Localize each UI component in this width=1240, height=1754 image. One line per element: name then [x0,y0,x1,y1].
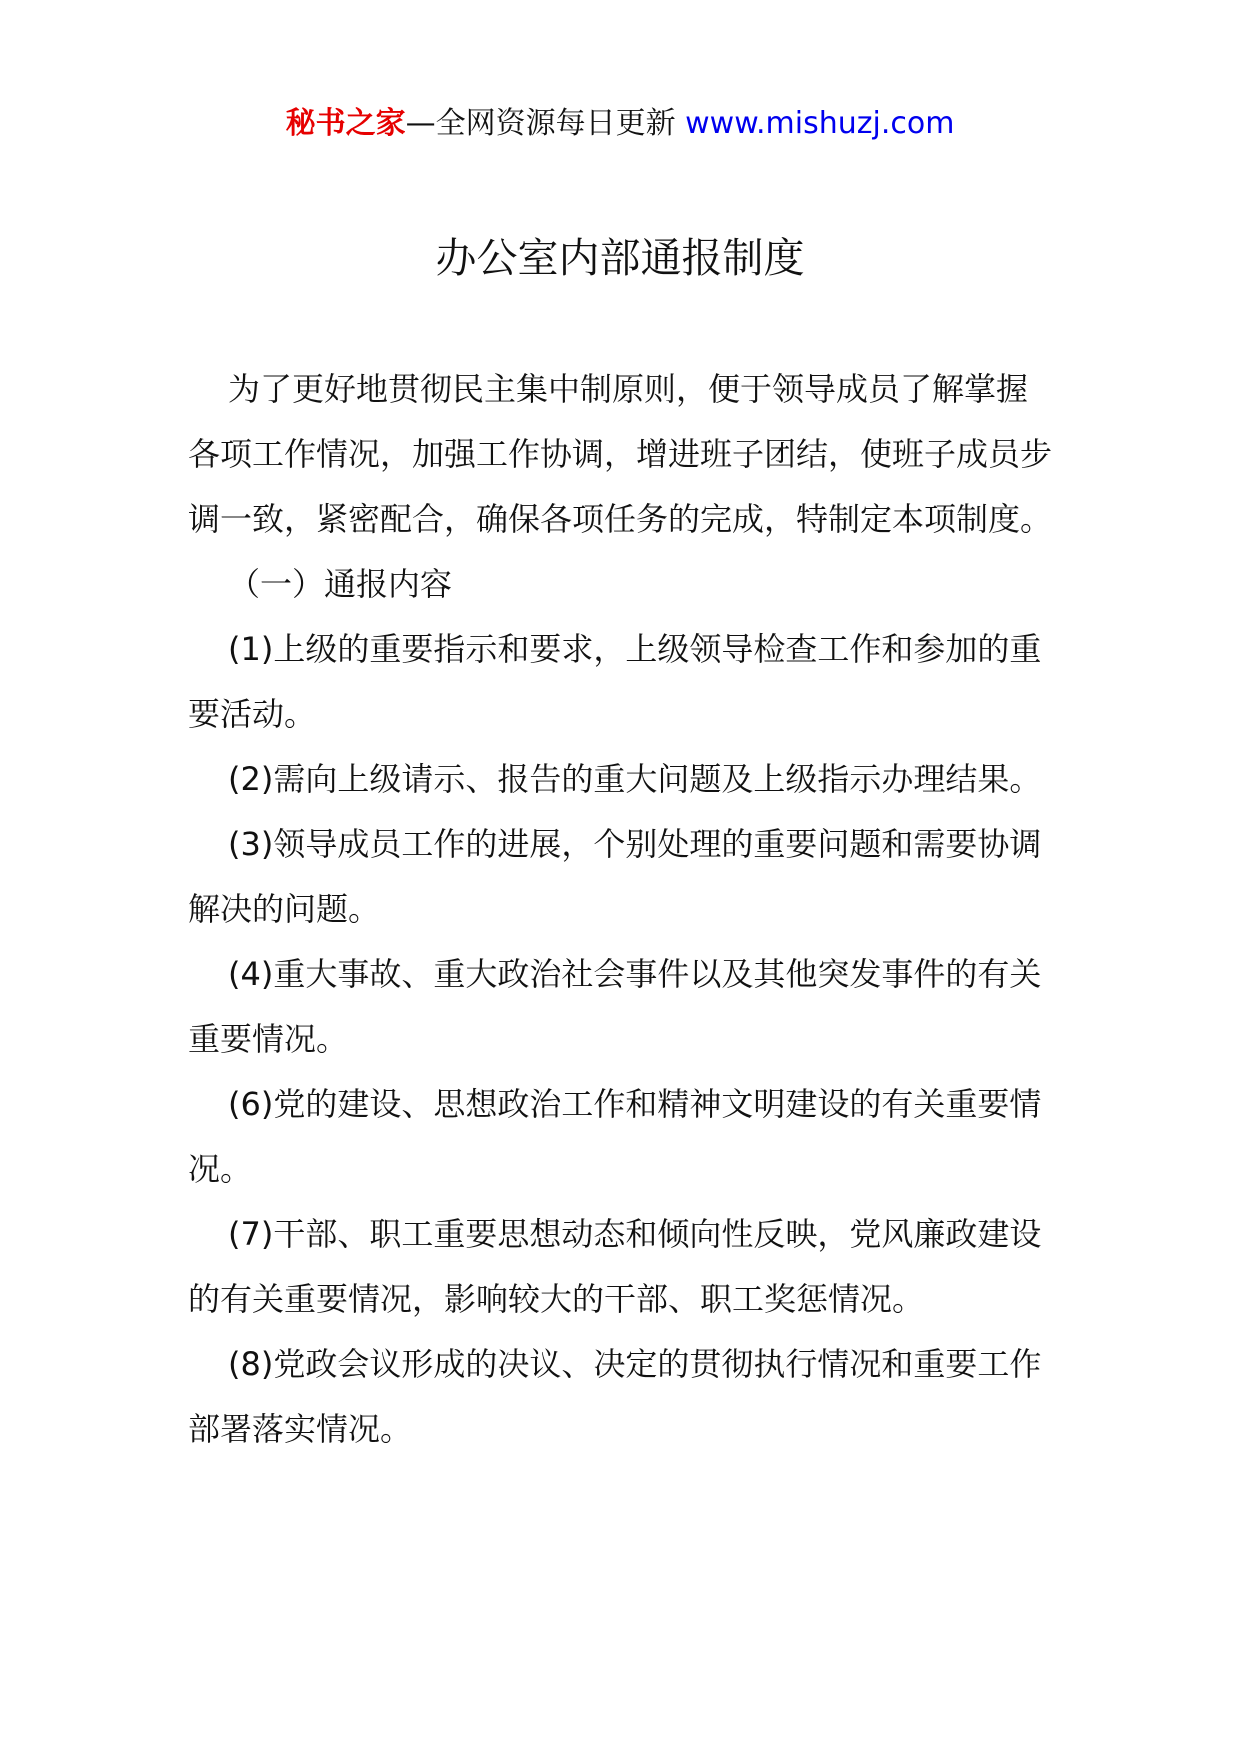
section-heading: （一）通报内容 [228,565,453,603]
document-title: 办公室内部通报制度 [435,234,805,282]
intro-paragraph: 为了更好地贯彻民主集中制原则，便于领导成员了解掌握各项工作情况，加强工作协调，增进班子团结，使班子成员步调一致，紧密配合，确保各项任务的完成，特制定本项制度。 [188,370,1053,538]
brand-name: 秘书之家 [285,106,406,141]
list-item: (8)党政会议形成的决议、决定的贯彻执行情况和重要工作部署落实情况。 [188,1345,1042,1448]
list-item: (2)需向上级请示、报告的重大问题及上级指示办理结果。 [228,760,1042,798]
list-item: (3)领导成员工作的进展，个别处理的重要问题和需要协调解决的问题。 [188,825,1042,928]
list-item: (7)干部、职工重要思想动态和倾向性反映，党风廉政建设的有关重要情况，影响较大的干部、职工奖惩情况。 [188,1215,1042,1318]
header-tagline: —全网资源每日更新 [405,106,676,141]
list-item: (1)上级的重要指示和要求，上级领导检查工作和参加的重要活动。 [188,630,1042,733]
list-item: (6)党的建设、思想政治工作和精神文明建设的有关重要情况。 [188,1085,1042,1188]
document-body [188,357,1056,1462]
site-url-link[interactable]: www.mishuzj.com [685,106,955,141]
list-item: (4)重大事故、重大政治社会事件以及其他突发事件的有关重要情况。 [188,955,1042,1058]
site-header [0,104,1240,144]
